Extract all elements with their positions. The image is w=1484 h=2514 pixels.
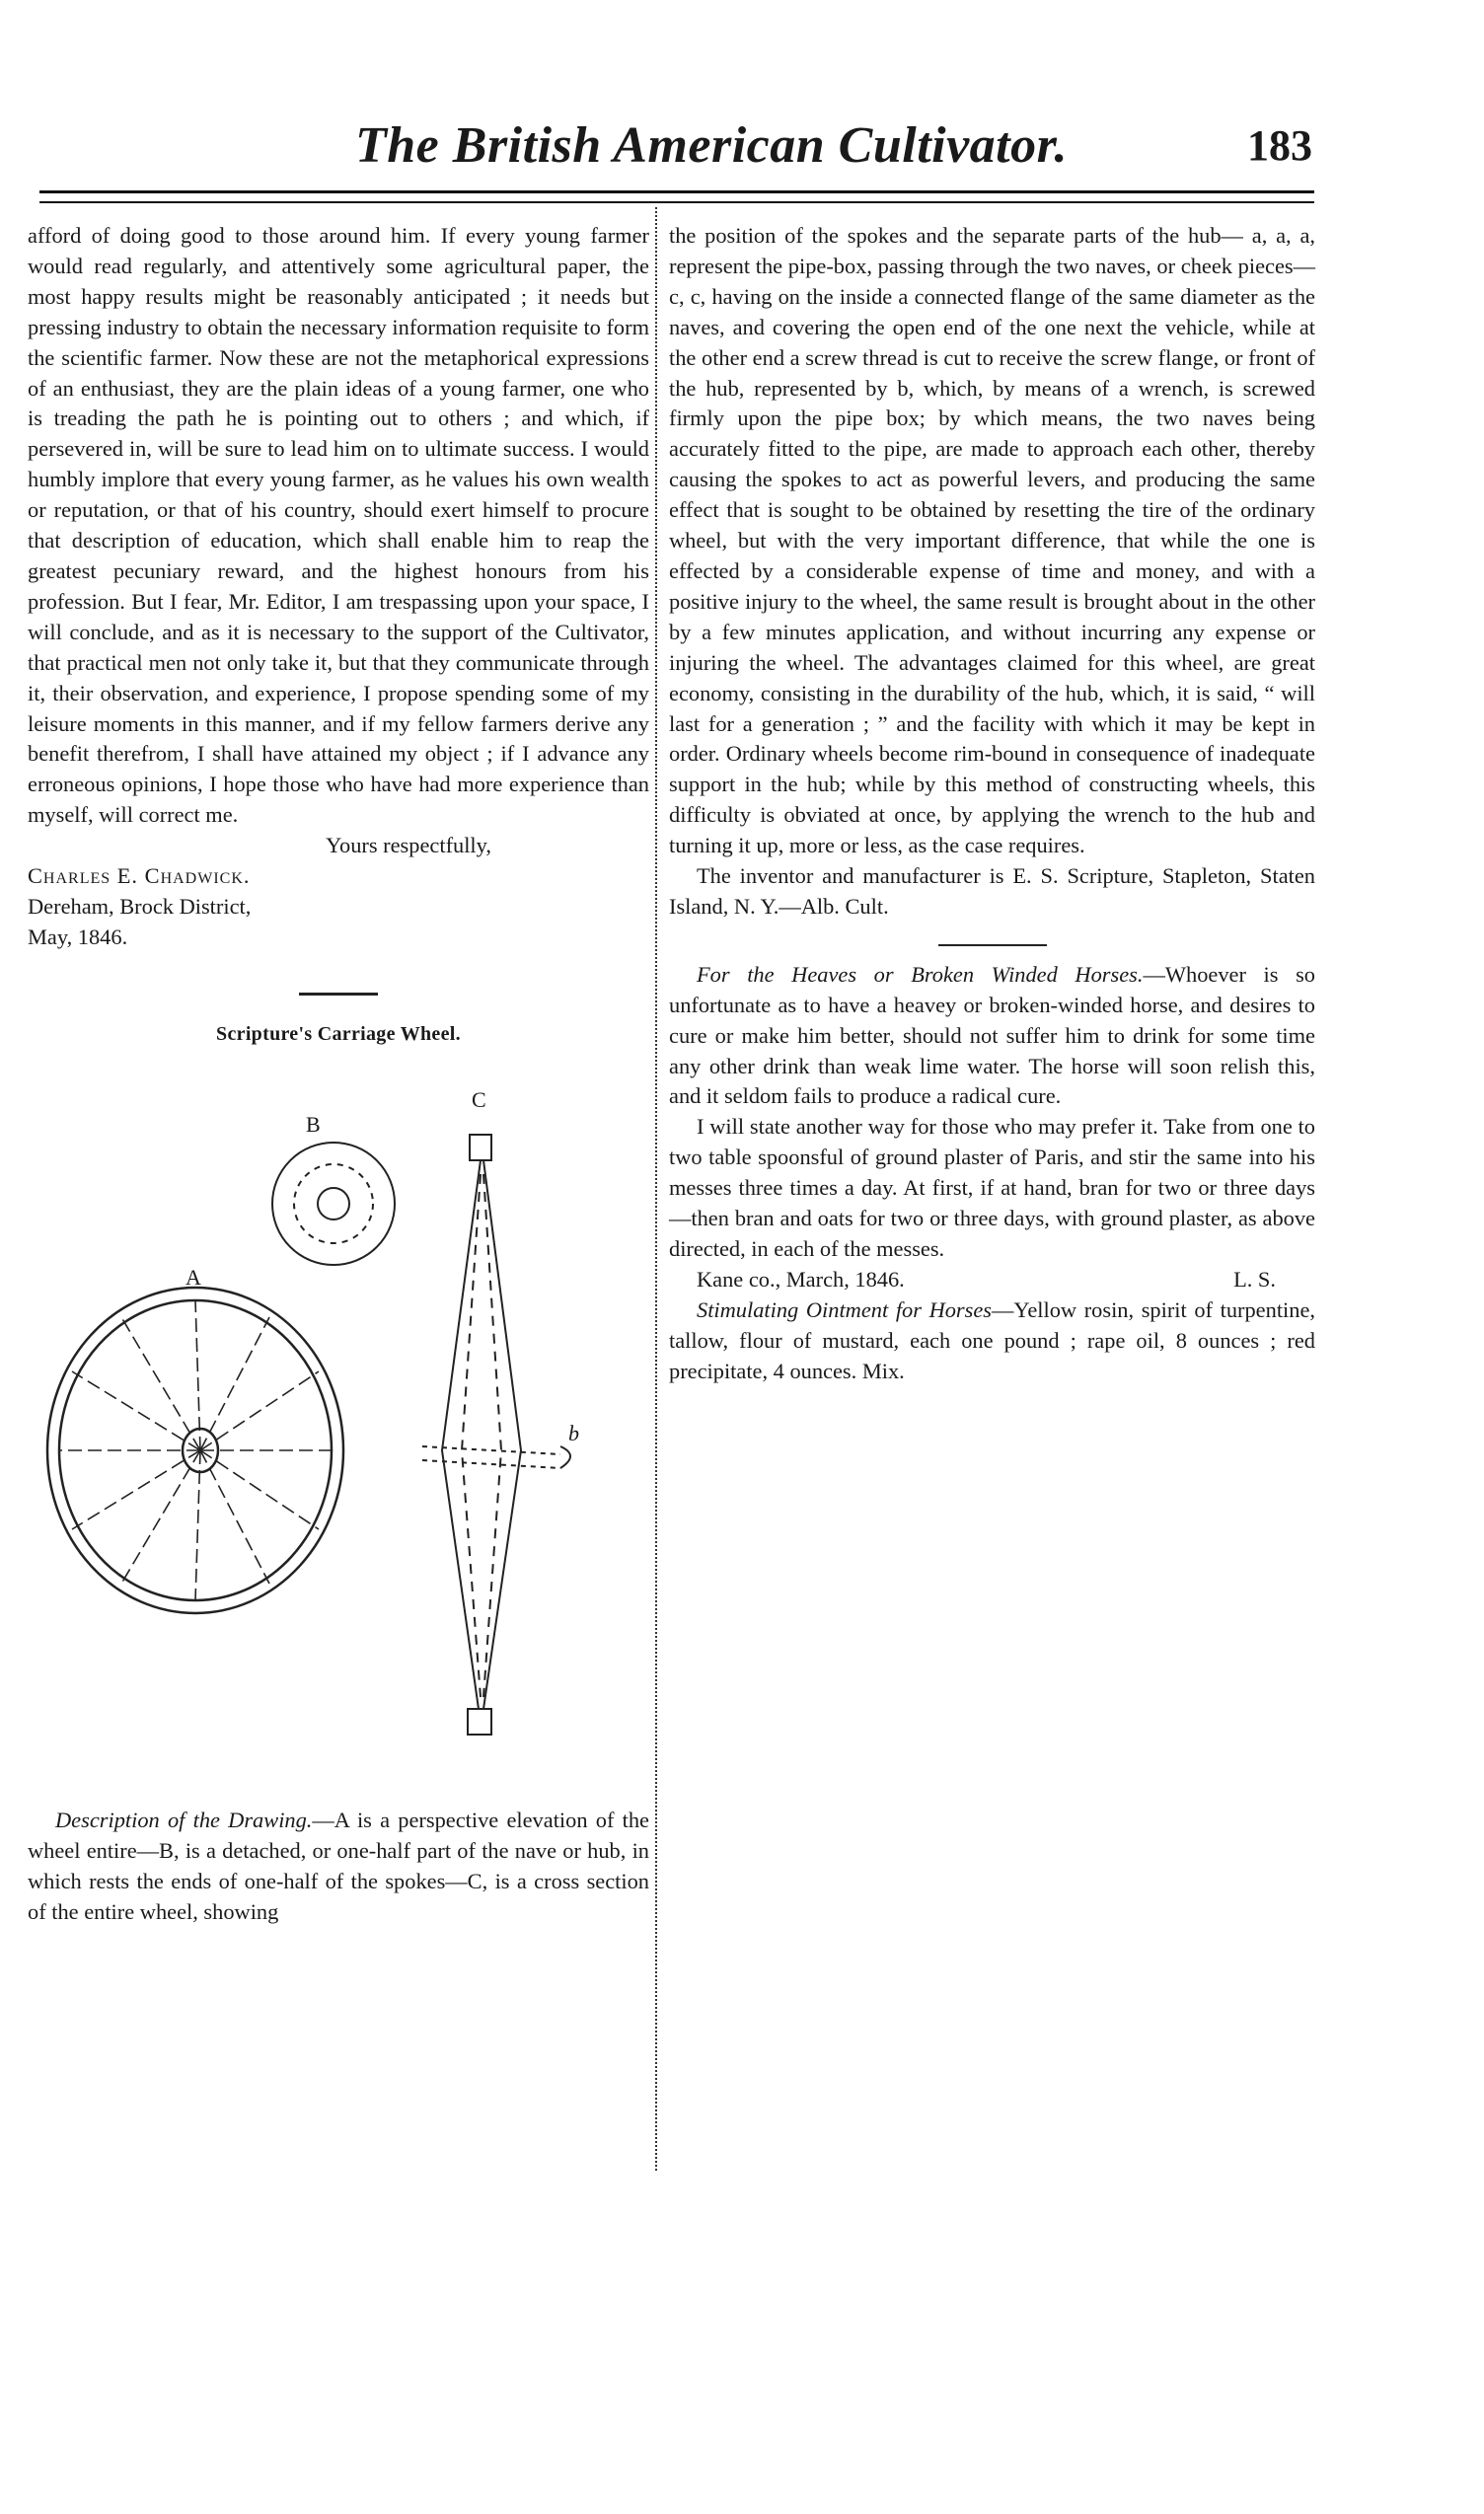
wheel-a — [47, 1288, 343, 1613]
figure-title: Scripture's Carriage Wheel. — [216, 1022, 461, 1045]
page-number: 183 — [1247, 121, 1312, 170]
letter-place: Dereham, Brock District, — [28, 893, 252, 919]
hub-half-b — [272, 1143, 395, 1265]
letter-closing: Yours respectfully, — [326, 833, 491, 858]
letter-date: May, 1846. — [28, 924, 128, 949]
letter-body: afford of doing good to those around him. If every young farmer would read regularly, and attentively some agricultural paper, the most happy results might be reasonably anticipated ; it needs but pressing industry to obtain the necessary information requisite to form the scientific farmer. Now these are not the metaphorical expressions of an enthusiast, they are the plain ideas of a young farmer, one who is treading the path he is pointing out to others ; and which, if persevered in, will be sure to lead him on to ultimate success. I would humbly implore that every young farmer, as he values his own wealth or reputation, or that of his country, should exert himself to procure that description of education, which shall enable him to reap the greatest pecuniary reward, and the highest honours from his profession. But I fear, Mr. Editor, I am trespassing upon your space, I will conclude, and as it is necessary to the support of the Cultivator, that practical men not only take it, but that they communicate through it, their observation, and experience, I propose spending some of my leisure moments in this manner, and if my fellow farmers derive any benefit therefrom, I shall have attained my object ; if I advance any erroneous opinions, I hope those who have had more experience than myself, will correct me. — [28, 223, 649, 828]
heaves-article — [669, 960, 1315, 1113]
label-b: B — [306, 1112, 321, 1138]
heaves-heading: For the Heaves or Broken Winded Horses. — [697, 961, 1144, 987]
section-rule — [938, 944, 1047, 946]
ointment-heading: Stimulating Ointment for Horses — [697, 1296, 993, 1322]
letter-signature: Charles E. Chadwick. — [28, 863, 251, 889]
wheel-drawing — [28, 1056, 649, 1806]
heaves-signature-row — [669, 1265, 1315, 1295]
heaves-signature: L. S. — [1233, 1266, 1276, 1292]
heaves-paragraph-2: I will state another way for those who may prefer it. Take from one to two table spoonsful of ground plaster of Paris, and stir the same into his messes three times a day. At first, if at hand, bran for two or three days—then bran and oats for two or three days, with ground plaster, as above directed, in each of the messes. — [669, 1114, 1315, 1261]
ointment-body: —Yellow rosin, spirit of turpentine, tallow, flour of mustard, each one pound ; rape oil, 8 ounces ; red precipitate, 4 ounces. Mix. — [669, 1296, 1315, 1383]
inventor-note: The inventor and manufacturer is E. S. Scripture, Stapleton, Staten Island, N. Y.—Alb. Cult. — [669, 863, 1315, 919]
header-rule — [39, 190, 1314, 203]
ointment-article — [669, 1295, 1315, 1387]
figure-description — [28, 1806, 649, 1928]
heaves-body: —Whoever is so unfortunate as to have a heavey or broken-winded horse, and desires to cure or make him better, should not suffer him to drink for some time any other drink than weak lime water. The horse will soon relish this, and it seldom fails to produce a radical cure. — [669, 961, 1316, 1109]
column-divider — [655, 207, 657, 2171]
description-body: —A is a perspective elevation of the wheel entire—B, is a detached, or one-half part of the nave or hub, in which rests the ends of one-half of the spokes—C, is a cross section of the entire wheel, showing — [28, 1808, 649, 1925]
description-heading: Description of the Drawing. — [55, 1808, 313, 1833]
page-header — [39, 116, 1312, 185]
wheel-explanation: the position of the spokes and the separate parts of the hub— a, a, a, represent the pipe-box, passing through the two naves, or cheek pieces—c, c, having on the inside a connected flange of the same diameter as the naves, and covering the open end of the one next the vehicle, while at the other end a screw thread is cut to receive the screw flange, or front of the hub, represented by b, which, by means of a wrench, is screwed firmly upon the pipe box; by which means, the two naves being accurately fitted to the pipe, are made to approach each other, thereby causing the spokes to act as powerful levers, and producing the same effect that is sought to be obtained by resetting the tire of the ordinary wheel, but with the very important difference, that while the one is effected by a considerable expense of time and money, and with a positive injury to the wheel, the same result is brought about in the other by a few minutes application, and without incurring any expense or injuring the wheel. The advantages claimed for this wheel, are great economy, consisting in the durability of the hub, which, it is said, “ will last for a generation ; ” and the facility with which it may be kept in order. Ordinary wheels become rim-bound in consequence of inadequate support in the hub; while by this method of constructing wheels, this difficulty is obviated at once, by applying the wrench to the hub and turning it up, more or less, as the case requires. — [669, 223, 1315, 858]
heaves-place: Kane co., March, 1846. — [697, 1266, 905, 1292]
cross-section-c — [422, 1135, 570, 1735]
journal-title: The British American Cultivator. — [355, 117, 1068, 174]
label-a: A — [186, 1265, 201, 1291]
left-column — [28, 221, 649, 1928]
section-rule — [299, 993, 378, 996]
right-column — [669, 221, 1315, 1387]
wheel-figure — [28, 1056, 649, 1806]
label-c: C — [472, 1087, 486, 1113]
label-small-b: b — [568, 1421, 579, 1446]
